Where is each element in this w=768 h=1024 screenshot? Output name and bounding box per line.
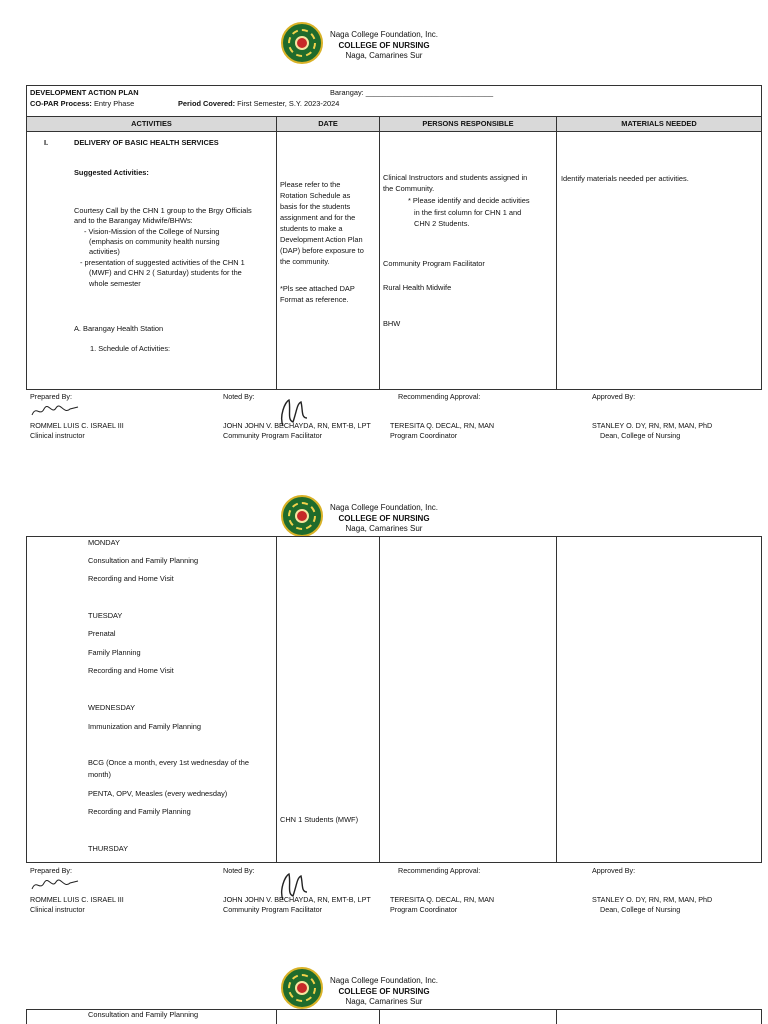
date-line: Format as reference.: [280, 295, 349, 304]
schedule-item: Recording and Home Visit: [88, 666, 174, 675]
page-header: [314, 30, 454, 62]
schedule-item: month): [88, 770, 112, 779]
column-divider: [379, 536, 380, 863]
institution-name: Naga College Foundation, Inc.: [329, 976, 439, 985]
activity-line: and to the Barangay Midwife/BHWs:: [74, 216, 193, 225]
day-label: THURSDAY: [88, 844, 129, 853]
section-roman: I.: [44, 138, 49, 147]
college-location: Naga, Camarines Sur: [345, 524, 423, 533]
prepared-by-label: Prepared By:: [30, 866, 72, 875]
column-divider: [556, 536, 557, 863]
persons-midwife: Rural Health Midwife: [383, 283, 452, 292]
schedule-item: Prenatal: [88, 629, 116, 638]
activity-line: Courtesy Call by the CHN 1 group to the Brgy Officials: [74, 206, 252, 215]
persons-line: Clinical Instructors and students assigned in: [383, 173, 528, 182]
recommending-name: TERESITA Q. DECAL, RN, MAN: [390, 895, 495, 904]
day-label: WEDNESDAY: [88, 703, 136, 712]
institution-name: Naga College Foundation, Inc.: [329, 30, 439, 39]
barangay-health-station: A. Barangay Health Station: [74, 324, 164, 333]
column-divider: [556, 116, 557, 390]
schedule-item: Recording and Family Planning: [88, 807, 191, 816]
page-header: [314, 976, 454, 1008]
institution-name: Naga College Foundation, Inc.: [329, 503, 439, 512]
noted-title: Community Program Facilitator: [223, 905, 323, 914]
column-divider: [276, 1009, 277, 1024]
activity-line: activities): [89, 247, 120, 256]
schedule-item: Consultation and Family Planning: [88, 556, 199, 565]
column-divider: [26, 1009, 27, 1024]
schedule-of-activities: 1. Schedule of Activities:: [90, 344, 171, 353]
header-bottom-border: [26, 131, 762, 132]
college-name: COLLEGE OF NURSING: [338, 513, 430, 523]
prepared-by-label: Prepared By:: [30, 392, 72, 401]
plan-title: DEVELOPMENT ACTION PLAN: [30, 88, 139, 97]
date-line: assignment and for the: [280, 213, 356, 222]
noted-by-label: Noted By:: [223, 392, 255, 401]
col-header-date: DATE: [277, 117, 379, 131]
handwritten-signature: [30, 403, 80, 419]
prepared-name: ROMMEL LUIS C. ISRAEL III: [30, 421, 124, 430]
persons-facilitator: Community Program Facilitator: [383, 259, 485, 268]
persons-line: CHN 2 Students.: [414, 219, 470, 228]
approved-by-label: Approved By:: [592, 866, 636, 875]
approved-by-label: Approved By:: [592, 392, 636, 401]
period-covered: Period Covered: First Semester, S.Y. 2023-2024: [178, 99, 340, 108]
date-line: (DAP) before exposure to: [280, 246, 364, 255]
copar-process: CO-PAR Process: Entry Phase: [30, 99, 135, 108]
schedule-item: Recording and Home Visit: [88, 574, 174, 583]
noted-name: JOHN JOHN V. BECHAYDA, RN, EMT-B, LPT: [223, 895, 371, 904]
column-divider: [276, 116, 277, 390]
recommending-name: TERESITA Q. DECAL, RN, MAN: [390, 421, 495, 430]
col-header-activities: ACTIVITIES: [27, 117, 276, 131]
schedule-item: Immunization and Family Planning: [88, 722, 201, 731]
recommending-title: Program Coordinator: [390, 431, 458, 440]
noted-name: JOHN JOHN V. BECHAYDA, RN, EMT-B, LPT: [223, 421, 371, 430]
column-divider: [276, 536, 277, 863]
persons-line: in the first column for CHN 1 and: [414, 208, 522, 217]
day-label: TUESDAY: [88, 611, 123, 620]
materials-note: Identify materials needed per activities.: [561, 174, 689, 183]
col-header-materials: MATERIALS NEEDED: [557, 117, 761, 131]
activity-line: (emphasis on community health nursing: [89, 237, 220, 246]
day-label: MONDAY: [88, 538, 120, 547]
persons-line: * Please identify and decide activities: [408, 196, 530, 205]
persons-line: the Community.: [383, 184, 435, 193]
approved-title: Dean, College of Nursing: [600, 905, 681, 914]
column-divider: [379, 116, 380, 390]
section-title: DELIVERY OF BASIC HEALTH SERVICES: [74, 138, 219, 147]
prepared-title: Clinical instructor: [30, 905, 85, 914]
handwritten-signature: [30, 877, 80, 893]
col-header-persons: PERSONS RESPONSIBLE: [380, 117, 556, 131]
date-line: Development Action Plan: [280, 235, 363, 244]
date-line: Please refer to the: [280, 180, 341, 189]
recommending-title: Program Coordinator: [390, 905, 458, 914]
schedule-item: Family Planning: [88, 648, 141, 657]
date-line: *Pls see attached DAP: [280, 284, 355, 293]
schedule-item: Consultation and Family Planning: [88, 1010, 199, 1019]
date-line: the community.: [280, 257, 330, 266]
schedule-item: PENTA, OPV, Measles (every wednesday): [88, 789, 228, 798]
date-line: basis for the students: [280, 202, 351, 211]
college-name: COLLEGE OF NURSING: [338, 40, 430, 50]
suggested-activities-label: Suggested Activities:: [74, 168, 149, 177]
college-location: Naga, Camarines Sur: [345, 997, 423, 1006]
prepared-name: ROMMEL LUIS C. ISRAEL III: [30, 895, 124, 904]
college-name: COLLEGE OF NURSING: [338, 986, 430, 996]
page-header: [314, 503, 454, 535]
approved-title: Dean, College of Nursing: [600, 431, 681, 440]
activity-line: - presentation of suggested activities of the CHN 1: [80, 258, 245, 267]
barangay-field: Barangay: _______________________________: [330, 88, 494, 97]
persons-bhw: BHW: [383, 319, 401, 328]
column-divider: [556, 1009, 557, 1024]
column-divider: [761, 1009, 762, 1024]
college-location: Naga, Camarines Sur: [345, 51, 423, 60]
date-line: students to make a: [280, 224, 343, 233]
date-line: Rotation Schedule as: [280, 191, 351, 200]
noted-by-label: Noted By:: [223, 866, 255, 875]
column-divider: [379, 1009, 380, 1024]
recommending-label: Recommending Approval:: [398, 866, 481, 875]
approved-name: STANLEY O. DY, RN, RM, MAN, PhD: [592, 895, 713, 904]
activity-line: whole semester: [89, 279, 141, 288]
activity-line: (MWF) and CHN 2 ( Saturday) students for the: [89, 268, 242, 277]
approved-name: STANLEY O. DY, RN, RM, MAN, PhD: [592, 421, 713, 430]
recommending-label: Recommending Approval:: [398, 392, 481, 401]
schedule-item: BCG (Once a month, every 1st wednesday of the: [88, 758, 250, 767]
prepared-title: Clinical instructor: [30, 431, 85, 440]
noted-title: Community Program Facilitator: [223, 431, 323, 440]
activity-line: - Vision-Mission of the College of Nursing: [84, 227, 220, 236]
date-note: CHN 1 Students (MWF): [280, 815, 359, 824]
